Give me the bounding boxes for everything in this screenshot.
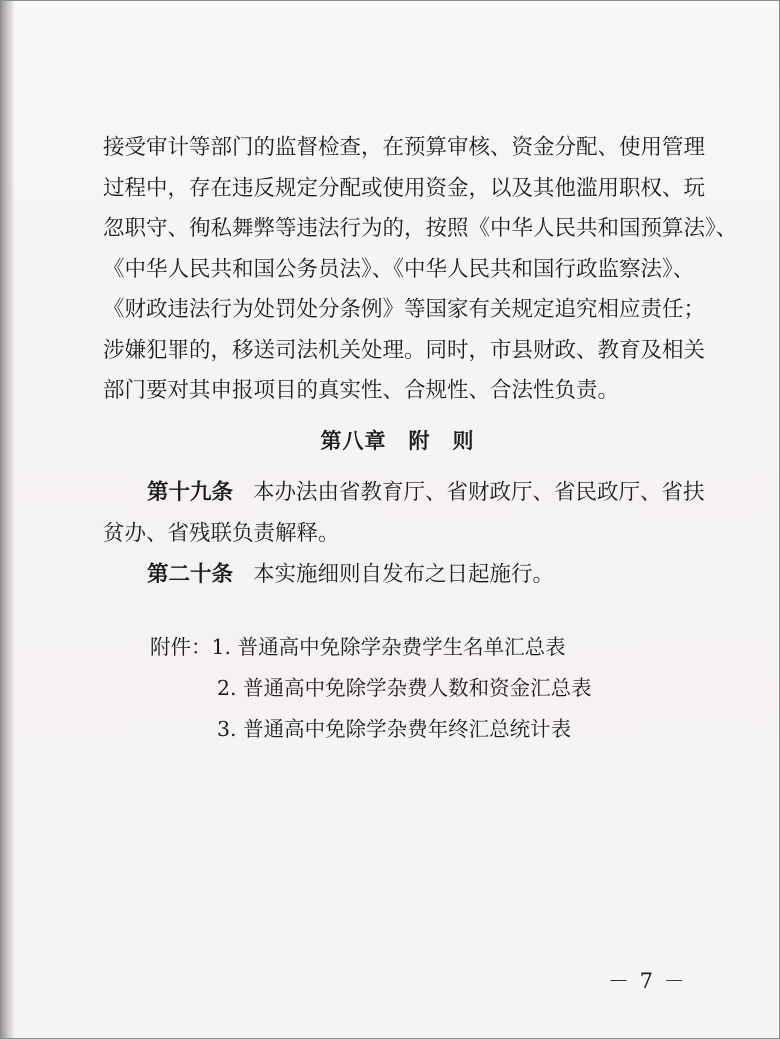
article-line	[103, 473, 705, 514]
article-20	[103, 555, 678, 596]
page-number: － 7 －	[608, 969, 687, 993]
attachment-item	[150, 668, 592, 709]
attachment-item	[150, 709, 592, 750]
attachment-item	[150, 627, 592, 668]
attachment-title: 3. 普通高中免除学杂费年终汇总统计表	[217, 717, 572, 741]
body-line: 忽职守、徇私舞弊等违法行为的，按照《中华人民共和国预算法》、	[103, 216, 738, 241]
body-line: 《财政违法行为处罚处分条例》等国家有关规定追究相应责任；	[103, 297, 706, 322]
chapter-number: 第八章	[320, 429, 387, 453]
body-line: 部门要对其申报项目的真实性、合规性、合法性负责。	[103, 378, 620, 403]
article-19	[103, 473, 705, 554]
article-label: 第十九条	[147, 480, 234, 505]
article-line	[103, 555, 678, 596]
attachments-label: 附件：	[150, 635, 212, 659]
body-line: 《中华人民共和国公务员法》、《中华人民共和国行政监察法》、	[103, 256, 695, 282]
body-line: 涉嫌犯罪的，移送司法机关处理。同时，市县财政、教育及相关	[103, 337, 706, 363]
article-label: 第二十条	[147, 562, 234, 587]
chapter-title: 附 则	[408, 429, 475, 453]
article-text: 本办法由省教育厅、省财政厅、省民政厅、省扶	[253, 480, 705, 505]
article-text-continued: 贫办、省残联负责解释。	[103, 520, 340, 546]
body-paragraph	[103, 128, 738, 412]
page-content	[103, 128, 738, 741]
attachment-title: 2. 普通高中免除学杂费人数和资金汇总表	[217, 676, 592, 700]
chapter-heading	[103, 421, 678, 462]
body-line: 接受审计等部门的监督检查，在预算审核、资金分配、使用管理	[103, 135, 706, 160]
article-text: 本实施细则自发布之日起施行。	[253, 562, 555, 587]
scan-edge-shadow	[1, 1, 15, 1038]
attachment-title: 1. 普通高中免除学杂费学生名单汇总表	[211, 635, 566, 659]
attachments-list	[150, 627, 592, 750]
body-line: 过程中，存在违反规定分配或使用资金，以及其他滥用职权、玩	[103, 175, 706, 201]
